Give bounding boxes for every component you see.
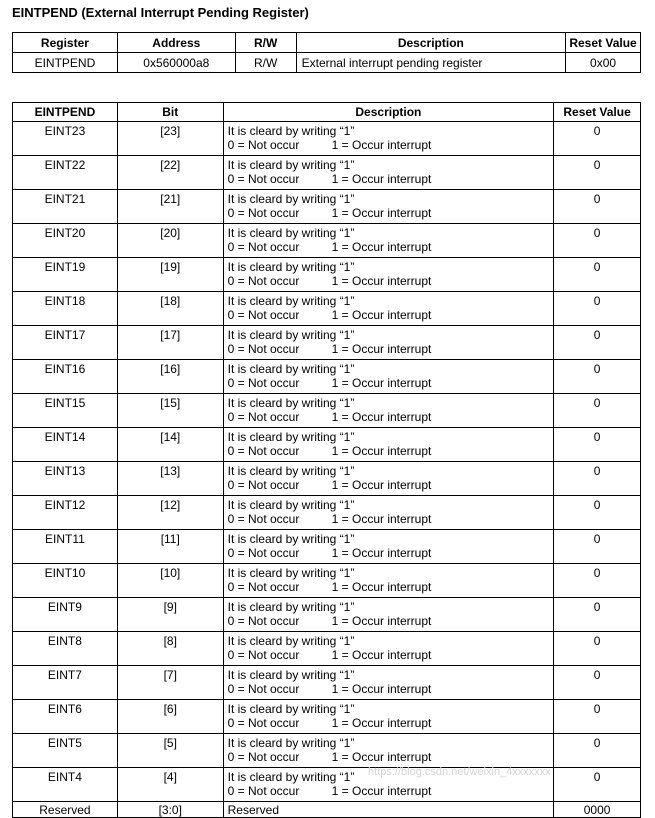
description-line-clear: It is cleard by writing “1” xyxy=(227,464,355,478)
value-one-meaning: 1 = Occur interrupt xyxy=(331,444,432,458)
field-name: EINT20 xyxy=(13,224,118,258)
description-line-values xyxy=(228,342,554,356)
value-zero-meaning: 0 = Not occur xyxy=(227,478,300,492)
reserved-bit: [3:0] xyxy=(117,802,223,818)
value-zero-meaning: 0 = Not occur xyxy=(227,580,300,594)
field-description xyxy=(223,326,554,360)
value-one-meaning: 1 = Occur interrupt xyxy=(331,784,432,798)
field-bit: [17] xyxy=(117,326,223,360)
field-bit: [5] xyxy=(117,734,223,768)
field-reset: 0 xyxy=(554,122,641,156)
summary-address: 0x560000a8 xyxy=(117,53,235,73)
summary-description: External interrupt pending register xyxy=(296,53,565,73)
value-zero-meaning: 0 = Not occur xyxy=(227,784,300,798)
field-name: EINT9 xyxy=(13,598,118,632)
description-line-values xyxy=(228,308,554,322)
field-bit: [13] xyxy=(117,462,223,496)
field-description xyxy=(223,122,554,156)
value-zero-meaning: 0 = Not occur xyxy=(227,444,300,458)
field-name: EINT8 xyxy=(13,632,118,666)
field-reset: 0 xyxy=(554,496,641,530)
field-reset: 0 xyxy=(554,428,641,462)
value-zero-meaning: 0 = Not occur xyxy=(227,410,300,424)
value-one-meaning: 1 = Occur interrupt xyxy=(331,172,432,186)
value-one-meaning: 1 = Occur interrupt xyxy=(331,512,432,526)
field-bit: [20] xyxy=(117,224,223,258)
description-line-values xyxy=(228,240,554,254)
table-row xyxy=(13,700,641,734)
description-line-clear: It is cleard by writing “1” xyxy=(227,634,355,648)
field-reset: 0 xyxy=(554,768,641,802)
field-description xyxy=(223,462,554,496)
value-one-meaning: 1 = Occur interrupt xyxy=(331,750,432,764)
description-line-clear: It is cleard by writing “1” xyxy=(227,124,355,138)
value-zero-meaning: 0 = Not occur xyxy=(227,682,300,696)
field-name: EINT14 xyxy=(13,428,118,462)
description-line-values xyxy=(228,784,554,798)
field-bit: [23] xyxy=(117,122,223,156)
field-name: EINT18 xyxy=(13,292,118,326)
description-line-clear: It is cleard by writing “1” xyxy=(227,158,355,172)
description-line-clear: It is cleard by writing “1” xyxy=(227,600,355,614)
bits-header-reset: Reset Value xyxy=(554,103,641,122)
value-one-meaning: 1 = Occur interrupt xyxy=(331,308,432,322)
description-line-clear: It is cleard by writing “1” xyxy=(227,328,355,342)
field-bit: [15] xyxy=(117,394,223,428)
field-name: EINT4 xyxy=(13,768,118,802)
field-bit: [7] xyxy=(117,666,223,700)
value-one-meaning: 1 = Occur interrupt xyxy=(331,648,432,662)
watermark-text: https://blog.csdn.net/weixin_4xxxxxxx xyxy=(368,766,551,778)
field-reset: 0 xyxy=(554,224,641,258)
field-bit: [9] xyxy=(117,598,223,632)
description-line-clear: It is cleard by writing “1” xyxy=(227,736,355,750)
field-bit: [21] xyxy=(117,190,223,224)
summary-header-row xyxy=(13,33,641,53)
table-row xyxy=(13,632,641,666)
description-line-clear: It is cleard by writing “1” xyxy=(227,294,355,308)
field-description xyxy=(223,666,554,700)
field-description xyxy=(223,190,554,224)
field-name: EINT10 xyxy=(13,564,118,598)
value-one-meaning: 1 = Occur interrupt xyxy=(331,546,432,560)
table-row xyxy=(13,258,641,292)
description-line-clear: It is cleard by writing “1” xyxy=(227,430,355,444)
table-row xyxy=(13,666,641,700)
field-reset: 0 xyxy=(554,700,641,734)
field-name: EINT12 xyxy=(13,496,118,530)
field-bit: [11] xyxy=(117,530,223,564)
description-line-clear: It is cleard by writing “1” xyxy=(227,668,355,682)
description-line-values xyxy=(228,750,554,764)
value-one-meaning: 1 = Occur interrupt xyxy=(331,682,432,696)
field-name: EINT17 xyxy=(13,326,118,360)
value-one-meaning: 1 = Occur interrupt xyxy=(331,614,432,628)
value-zero-meaning: 0 = Not occur xyxy=(227,376,300,390)
value-zero-meaning: 0 = Not occur xyxy=(227,512,300,526)
field-name: EINT23 xyxy=(13,122,118,156)
value-zero-meaning: 0 = Not occur xyxy=(227,206,300,220)
summary-header-rw: R/W xyxy=(235,33,296,53)
field-description xyxy=(223,564,554,598)
field-reset: 0 xyxy=(554,326,641,360)
field-bit: [10] xyxy=(117,564,223,598)
field-name: EINT11 xyxy=(13,530,118,564)
summary-reset: 0x00 xyxy=(566,53,641,73)
value-zero-meaning: 0 = Not occur xyxy=(227,546,300,560)
value-one-meaning: 1 = Occur interrupt xyxy=(331,410,432,424)
description-line-values xyxy=(228,410,554,424)
description-line-clear: It is cleard by writing “1” xyxy=(227,362,355,376)
field-reset: 0 xyxy=(554,734,641,768)
field-description xyxy=(223,496,554,530)
field-description xyxy=(223,360,554,394)
value-one-meaning: 1 = Occur interrupt xyxy=(331,478,432,492)
value-zero-meaning: 0 = Not occur xyxy=(227,750,300,764)
value-one-meaning: 1 = Occur interrupt xyxy=(331,342,432,356)
field-reset: 0 xyxy=(554,598,641,632)
table-row xyxy=(13,224,641,258)
summary-header-register: Register xyxy=(13,33,118,53)
table-row xyxy=(13,462,641,496)
summary-register: EINTPEND xyxy=(13,53,118,73)
description-line-clear: It is cleard by writing “1” xyxy=(227,396,355,410)
bits-header-name: EINTPEND xyxy=(13,103,118,122)
field-description xyxy=(223,428,554,462)
field-reset: 0 xyxy=(554,292,641,326)
value-zero-meaning: 0 = Not occur xyxy=(227,138,300,152)
field-bit: [8] xyxy=(117,632,223,666)
field-reset: 0 xyxy=(554,360,641,394)
bits-header-description: Description xyxy=(223,103,554,122)
field-name: EINT22 xyxy=(13,156,118,190)
value-one-meaning: 1 = Occur interrupt xyxy=(331,138,432,152)
description-line-values xyxy=(228,444,554,458)
value-zero-meaning: 0 = Not occur xyxy=(227,342,300,356)
field-description xyxy=(223,632,554,666)
value-zero-meaning: 0 = Not occur xyxy=(227,172,300,186)
field-description xyxy=(223,700,554,734)
description-line-values xyxy=(228,648,554,662)
table-row-reserved xyxy=(13,802,641,818)
field-name: EINT5 xyxy=(13,734,118,768)
summary-header-reset: Reset Value xyxy=(566,33,641,53)
table-row xyxy=(13,360,641,394)
value-zero-meaning: 0 = Not occur xyxy=(227,240,300,254)
field-reset: 0 xyxy=(554,666,641,700)
field-description xyxy=(223,224,554,258)
description-line-clear: It is cleard by writing “1” xyxy=(227,226,355,240)
value-one-meaning: 1 = Occur interrupt xyxy=(331,580,432,594)
summary-header-description: Description xyxy=(296,33,565,53)
field-bit: [4] xyxy=(117,768,223,802)
field-reset: 0 xyxy=(554,530,641,564)
field-name: EINT15 xyxy=(13,394,118,428)
document-title: EINTPEND (External Interrupt Pending Register) xyxy=(12,5,309,20)
value-one-meaning: 1 = Occur interrupt xyxy=(331,240,432,254)
description-line-values xyxy=(228,274,554,288)
description-line-clear: It is cleard by writing “1” xyxy=(227,260,355,274)
description-line-values xyxy=(228,716,554,730)
field-bit: [14] xyxy=(117,428,223,462)
value-one-meaning: 1 = Occur interrupt xyxy=(331,274,432,288)
summary-header-address: Address xyxy=(117,33,235,53)
field-name: EINT7 xyxy=(13,666,118,700)
description-line-clear: It is cleard by writing “1” xyxy=(227,192,355,206)
field-reset: 0 xyxy=(554,258,641,292)
table-row xyxy=(13,326,641,360)
table-row xyxy=(13,598,641,632)
description-line-values xyxy=(228,138,554,152)
field-reset: 0 xyxy=(554,632,641,666)
field-reset: 0 xyxy=(554,462,641,496)
bit-field-table xyxy=(12,102,641,818)
reserved-name: Reserved xyxy=(13,802,118,818)
value-one-meaning: 1 = Occur interrupt xyxy=(331,716,432,730)
table-row xyxy=(13,190,641,224)
table-row xyxy=(13,394,641,428)
description-line-clear: It is cleard by writing “1” xyxy=(227,566,355,580)
summary-rw: R/W xyxy=(235,53,296,73)
description-line-clear: It is cleard by writing “1” xyxy=(227,770,355,784)
table-row xyxy=(13,156,641,190)
description-line-clear: It is cleard by writing “1” xyxy=(227,498,355,512)
field-description xyxy=(223,734,554,768)
field-bit: [16] xyxy=(117,360,223,394)
field-reset: 0 xyxy=(554,190,641,224)
table-row xyxy=(13,428,641,462)
field-reset: 0 xyxy=(554,564,641,598)
summary-row xyxy=(13,53,641,73)
field-name: EINT6 xyxy=(13,700,118,734)
field-description xyxy=(223,530,554,564)
value-zero-meaning: 0 = Not occur xyxy=(227,274,300,288)
register-summary-table xyxy=(12,32,641,73)
value-zero-meaning: 0 = Not occur xyxy=(227,648,300,662)
description-line-values xyxy=(228,512,554,526)
description-line-values xyxy=(228,478,554,492)
description-line-values xyxy=(228,172,554,186)
field-description xyxy=(223,394,554,428)
field-bit: [6] xyxy=(117,700,223,734)
field-name: EINT13 xyxy=(13,462,118,496)
description-line-values xyxy=(228,614,554,628)
table-row xyxy=(13,496,641,530)
table-row xyxy=(13,530,641,564)
description-line-clear: It is cleard by writing “1” xyxy=(227,702,355,716)
description-line-clear: It is cleard by writing “1” xyxy=(227,532,355,546)
description-line-values xyxy=(228,206,554,220)
description-line-values xyxy=(228,546,554,560)
value-one-meaning: 1 = Occur interrupt xyxy=(331,206,432,220)
reserved-reset: 0000 xyxy=(554,802,641,818)
field-description xyxy=(223,156,554,190)
value-zero-meaning: 0 = Not occur xyxy=(227,308,300,322)
table-row xyxy=(13,734,641,768)
field-name: EINT21 xyxy=(13,190,118,224)
field-name: EINT16 xyxy=(13,360,118,394)
reserved-description: Reserved xyxy=(223,802,554,818)
field-bit: [22] xyxy=(117,156,223,190)
table-row xyxy=(13,292,641,326)
field-bit: [12] xyxy=(117,496,223,530)
value-zero-meaning: 0 = Not occur xyxy=(227,716,300,730)
field-bit: [19] xyxy=(117,258,223,292)
field-reset: 0 xyxy=(554,394,641,428)
field-description xyxy=(223,292,554,326)
field-description xyxy=(223,598,554,632)
description-line-values xyxy=(228,580,554,594)
table-row xyxy=(13,564,641,598)
description-line-values xyxy=(228,376,554,390)
table-row xyxy=(13,122,641,156)
value-zero-meaning: 0 = Not occur xyxy=(227,614,300,628)
field-name: EINT19 xyxy=(13,258,118,292)
description-line-values xyxy=(228,682,554,696)
field-reset: 0 xyxy=(554,156,641,190)
bits-header-row xyxy=(13,103,641,122)
field-description xyxy=(223,258,554,292)
value-one-meaning: 1 = Occur interrupt xyxy=(331,376,432,390)
bits-header-bit: Bit xyxy=(117,103,223,122)
field-bit: [18] xyxy=(117,292,223,326)
